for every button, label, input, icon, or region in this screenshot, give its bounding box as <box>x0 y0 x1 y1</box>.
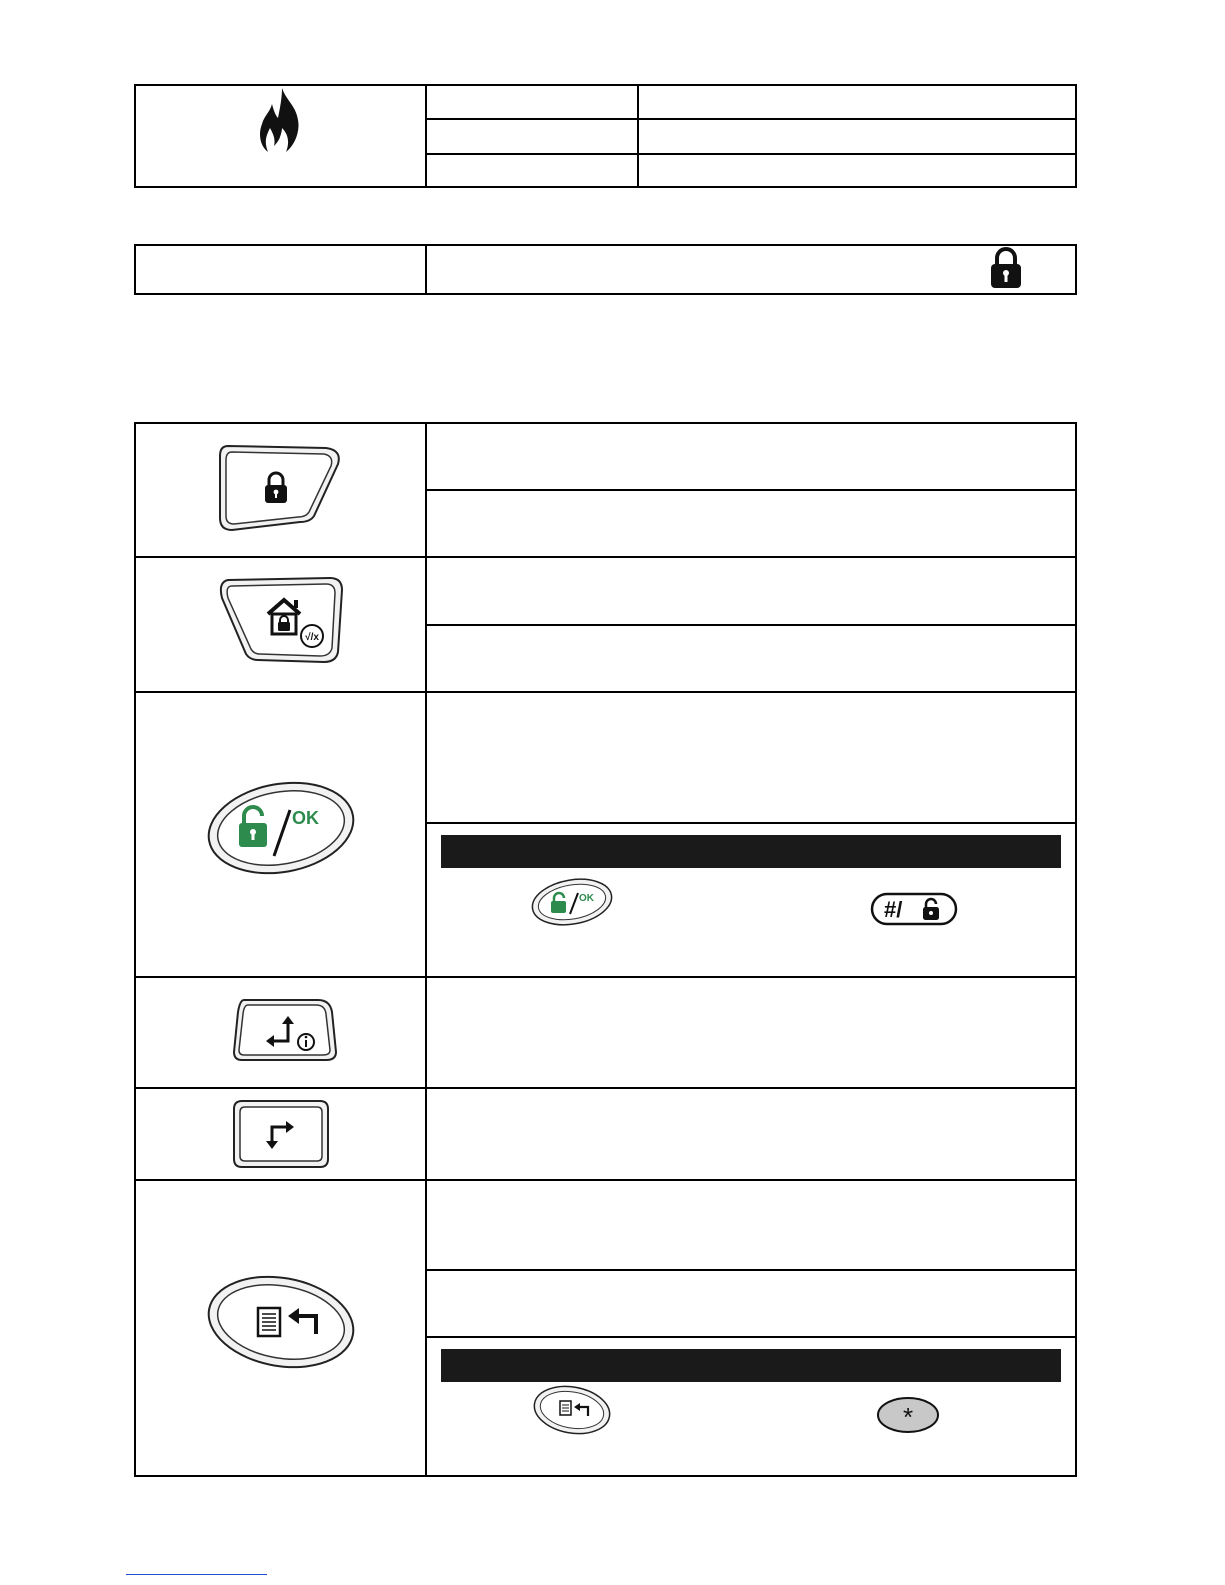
subrow-separator <box>425 822 1077 824</box>
menu-back-button <box>204 1272 358 1372</box>
subrow-separator <box>425 489 1077 491</box>
disarm-ok-button <box>204 778 358 878</box>
row-separator <box>134 691 1077 693</box>
note-header-bar <box>441 835 1061 868</box>
hash-unlock-key <box>870 892 958 926</box>
row-separator <box>134 556 1077 558</box>
svg-text:OK: OK <box>292 808 319 828</box>
row-separator <box>134 1179 1077 1181</box>
fire-table-divider-2 <box>637 84 639 188</box>
hash-key-label: #/ <box>884 897 903 922</box>
home-arm-button <box>214 574 346 666</box>
star-key <box>876 1396 940 1434</box>
fire-table-row-line <box>425 153 1077 155</box>
lock-table-divider <box>425 244 427 295</box>
lock-icon <box>988 246 1024 290</box>
fire-table-row-line <box>425 118 1077 120</box>
footer-link-underline[interactable] <box>126 1574 267 1575</box>
button-table-divider <box>425 422 427 1477</box>
subrow-separator <box>425 1269 1077 1271</box>
disarm-ok-button-small <box>530 877 614 927</box>
next-info-button <box>230 996 340 1064</box>
next-button <box>230 1097 332 1171</box>
home-badge-label: √/x <box>305 632 319 643</box>
subrow-separator <box>425 624 1077 626</box>
lock-table <box>134 244 1077 295</box>
menu-back-button-small <box>530 1383 614 1437</box>
row-separator <box>134 1087 1077 1089</box>
fire-table-divider <box>425 84 427 188</box>
subrow-separator <box>425 1336 1077 1338</box>
note-header-bar <box>441 1349 1061 1382</box>
row-separator <box>134 976 1077 978</box>
fire-icon <box>256 86 304 156</box>
star-key-label: * <box>902 1402 914 1432</box>
svg-text:OK: OK <box>579 893 594 904</box>
away-arm-button <box>214 442 346 534</box>
